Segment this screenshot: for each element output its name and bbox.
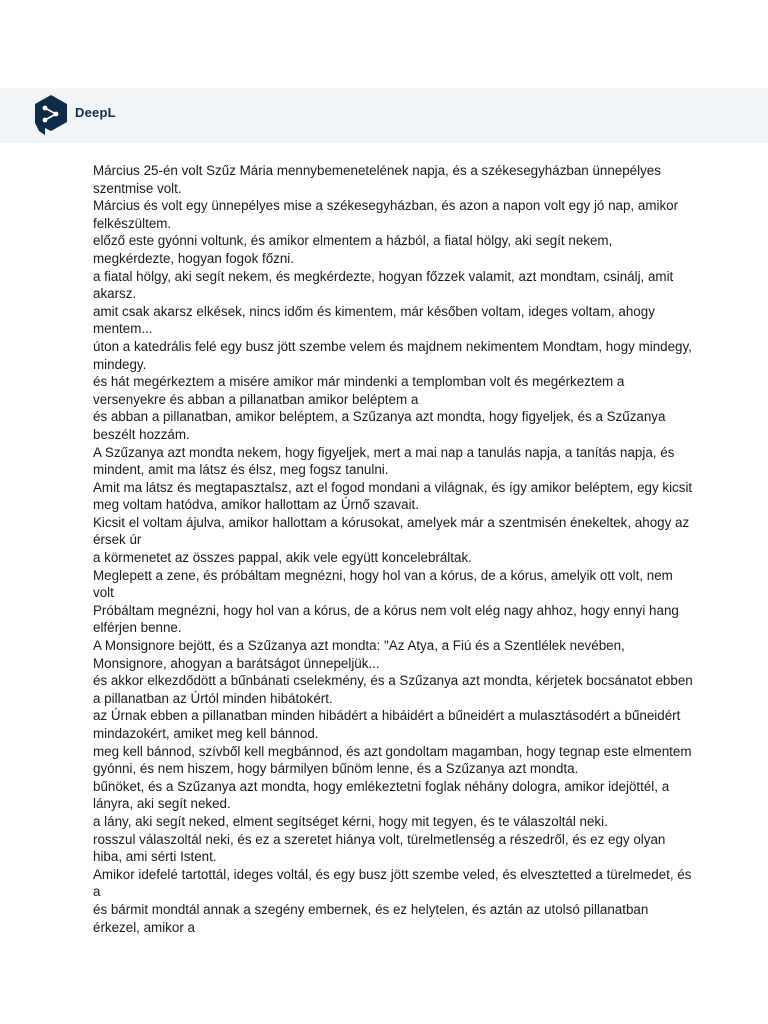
paragraph: az Úrnak ebben a pillanatban minden hibádért a hibáidért a bűneidért a mulasztásodért a bűneidért mindazokért, amiket meg kell bánnod. [93,708,681,741]
paragraph: bűnöket, és a Szűzanya azt mondta, hogy emlékeztetni foglak néhány dologra, amikor idejöttél, a lányra, aki segít neked. [93,778,670,812]
paragraph: meg kell bánnod, szívből kell megbánnod, és azt gondoltam magamban, hogy tegnap este elmentem gyónni, és nem hiszem, hogy bármilyen bűnöm lenne, és a Szűzanya azt mondta. [93,743,692,777]
paragraph: és akkor elkezdődött a bűnbánati cselekmény, és a Szűzanya azt mondta, kérjetek bocsánatot ebben a pillanatban az Úrtól minden hibátokért. [93,673,693,706]
paragraph: Próbáltam megnézni, hogy hol van a kórus, de a kórus nem volt elég nagy ahhoz, hogy ennyi hang elférjen benne. [93,602,679,636]
paragraph: a lány, aki segít neked, elment segítséget kérni, hogy mit tegyen, és te válaszoltál neki. [93,813,608,829]
paragraph: és hát megérkeztem a misére amikor már mindenki a templomban volt és megérkeztem a versenyekre és abban a pillanatban amikor beléptem a [93,374,625,407]
paragraph: Kicsit el voltam ájulva, amikor hallottam a kórusokat, amelyek már a szentmisén énekeltek, ahogy az érsek úr [93,514,690,548]
paragraph: a fiatal hölgy, aki segít nekem, és megkérdezte, hogyan főzzek valamit, azt mondtam, csinálj, amit akarsz. [93,268,674,302]
paragraph: Meglepett a zene, és próbáltam megnézni, hogy hol van a kórus, de a kórus, amelyik ott volt, nem volt [93,567,673,601]
paragraph: rosszul válaszoltál neki, és ez a szeretet hiánya volt, türelmetlenség a részedről, és ez egy olyan hiba, ami sérti Istent. [93,831,666,865]
brand-name: DeepL [75,105,116,120]
paragraph: A Szűzanya azt mondta nekem, hogy figyeljek, mert a mai nap a tanulás napja, a tanítás napja, és mindent, amit ma látsz és élsz, meg fogsz tanulni. [93,444,675,478]
paragraph: és bármit mondtál annak a szegény embernek, és ez helytelen, és aztán az utolsó pillanatban érkezel, amikor a [93,901,649,935]
paragraph: úton a katedrális felé egy busz jött szembe velem és majdnem nekimentem Mondtam, hogy mindegy, mindegy. [93,338,692,372]
paragraph: Március 25-én volt Szűz Mária mennybemenetelének napja, és a székesegyházban ünnepélyes szentmise volt. [93,163,661,196]
paragraph: amit csak akarsz elkések, nincs időm és kimentem, már későben voltam, ideges voltam, ahogy mentem... [93,303,655,337]
document-body [93,162,693,936]
paragraph: Amit ma látsz és megtapasztalsz, azt el fogod mondani a világnak, és így amikor beléptem, egy kicsit meg voltam hatódva, amikor hallottam az Úrnő szavait. [93,479,693,513]
paragraph: A Monsignore bejött, és a Szűzanya azt mondta: "Az Atya, a Fiú és a Szentlélek nevében, Monsignore, ahogyan a barátságot ünnepeljük... [93,638,625,671]
paragraph: és abban a pillanatban, amikor beléptem, a Szűzanya azt mondta, hogy figyeljek, és a Szűzanya beszélt hozzám. [93,409,666,442]
paragraph: a körmenetet az összes pappal, akik vele együtt koncelebráltak. [93,550,472,566]
paragraph: Március és volt egy ünnepélyes mise a székesegyházban, és azon a napon volt egy jó nap, amikor felkészültem. [93,198,679,231]
paragraph: előző este gyónni voltunk, és amikor elmentem a házból, a fiatal hölgy, aki segít nekem, megkérdezte, hogyan fogok főzni. [93,233,613,266]
paragraph: Amikor idefelé tartottál, ideges voltál, és egy busz jött szembe veled, és elvesztetted a türelmedet, és a [93,866,692,900]
deepl-logo-icon [33,94,71,136]
